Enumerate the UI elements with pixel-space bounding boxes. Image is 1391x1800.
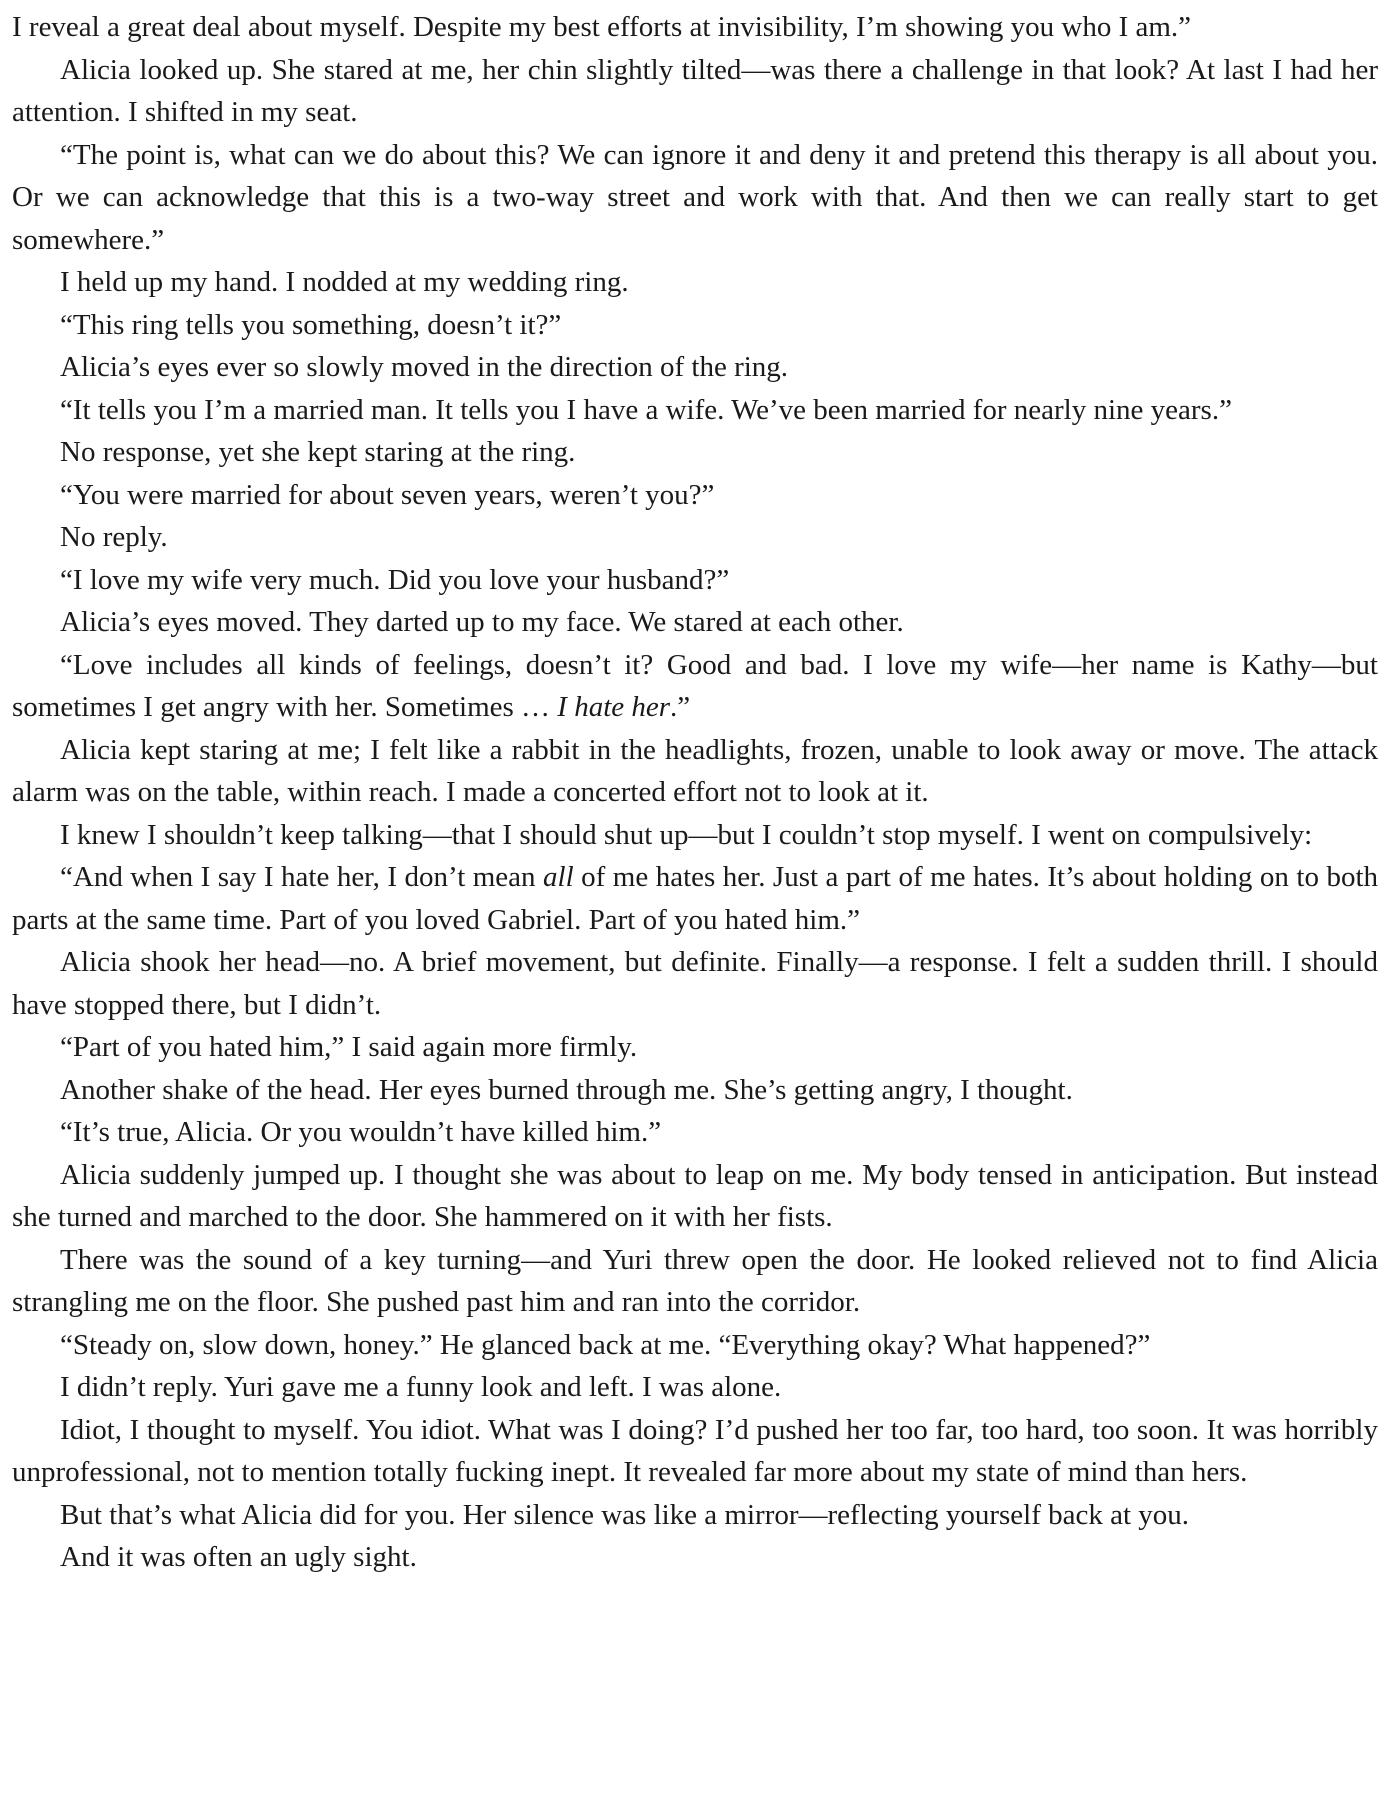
paragraph-text: No reply. [60,521,168,553]
paragraph [12,1111,1378,1154]
paragraph [12,134,1378,262]
paragraph-text: Alicia’s eyes ever so slowly moved in the direction of the ring. [60,351,789,383]
paragraph-text: Idiot, I thought to myself. You idiot. What was I doing? I’d pushed her too far, too hard, too soon. It was horribly unprofessional, not to mention totally fucking inept. It revealed far more about my state of mind than hers. [12,1413,1378,1488]
paragraph [12,389,1378,432]
paragraph [12,856,1378,941]
paragraph-text: “Steady on, slow down, honey.” He glanced back at me. “Everything okay? What happened?” [60,1328,1151,1361]
paragraph-text: “And when I say I hate her, I don’t mean [60,861,544,893]
paragraph [12,1239,1378,1324]
paragraph [12,1069,1378,1112]
paragraph [12,1026,1378,1069]
paragraph-text: “It tells you I’m a married man. It tells you I have a wife. We’ve been married for nearly nine years.” [60,393,1232,426]
paragraph-text: I knew I shouldn’t keep talking—that I should shut up—but I couldn’t stop myself. I went on compulsively: [60,818,1313,851]
paragraph-text: “I love my wife very much. Did you love your husband?” [60,563,730,596]
book-page-text [12,6,1378,1579]
paragraph [12,941,1378,1026]
paragraph [12,474,1378,517]
paragraph [12,601,1378,644]
paragraph [12,1324,1378,1367]
paragraph-text: I held up my hand. I nodded at my wedding ring. [60,266,629,298]
paragraph-text: “This ring tells you something, doesn’t it?” [60,308,562,341]
paragraph [12,1536,1378,1579]
paragraph [12,729,1378,814]
paragraph [12,814,1378,857]
paragraph-text: Another shake of the head. Her eyes burned through me. She’s getting angry, I thought. [60,1073,1073,1106]
paragraph-text: Alicia shook her head—no. A brief movement, but definite. Finally—a response. I felt a sudden thrill. I should have stopped there, but I didn’t. [12,946,1378,1021]
paragraph-text: There was the sound of a key turning—and Yuri threw open the door. He looked relieved not to find Alicia strangling me on the floor. She pushed past him and ran into the corridor. [12,1243,1378,1318]
paragraph [12,559,1378,602]
paragraph-text: And it was often an ugly sight. [60,1541,417,1573]
paragraph-text: “The point is, what can we do about this? We can ignore it and deny it and pretend this therapy is all about you. Or we can acknowledge that this is a two-way street and work with that. And then we can really start to get somewhere.” [12,138,1378,256]
paragraph-text: I didn’t reply. Yuri gave me a funny look and left. I was alone. [60,1371,782,1403]
paragraph [12,304,1378,347]
paragraph-text: of me hates her. Just a part of me hates. It’s about holding on to both parts at the same time. Part of you loved Gabriel. Part of you hated him.” [12,861,1378,936]
paragraph-text: No response, yet she kept staring at the ring. [60,436,576,468]
paragraph-text: .” [670,691,691,723]
paragraph-text: Alicia kept staring at me; I felt like a rabbit in the headlights, frozen, unable to look away or move. The attack alarm was on the table, within reach. I made a concerted effort not to look at it. [12,733,1378,808]
paragraph-text: “Part of you hated him,” I said again more firmly. [60,1031,638,1063]
paragraph [12,261,1378,304]
paragraph-text: “Love includes all kinds of feelings, doesn’t it? Good and bad. I love my wife—her name is Kathy—but sometimes I get angry with her. Sometimes … [12,648,1378,723]
paragraph-text: Alicia looked up. She stared at me, her chin slightly tilted—was there a challenge in that look? At last I had her attention. I shifted in my seat. [12,53,1378,128]
paragraph [12,431,1378,474]
paragraph [12,49,1378,134]
paragraph [12,6,1378,49]
paragraph-text: Alicia suddenly jumped up. I thought she was about to leap on me. My body tensed in anticipation. But instead she turned and marched to the door. She hammered on it with her fists. [12,1158,1378,1233]
paragraph [12,644,1378,729]
paragraph-text: I reveal a great deal about myself. Despite my best efforts at invisibility, I’m showing you who I am.” [12,11,1192,43]
paragraph-text: “You were married for about seven years, weren’t you?” [60,478,715,511]
paragraph [12,1154,1378,1239]
emphasized-text: all [543,861,574,893]
paragraph [12,1366,1378,1409]
paragraph [12,1409,1378,1494]
paragraph [12,1494,1378,1537]
paragraph [12,516,1378,559]
paragraph-text: “It’s true, Alicia. Or you wouldn’t have killed him.” [60,1116,662,1148]
paragraph-text: Alicia’s eyes moved. They darted up to my face. We stared at each other. [60,606,904,638]
paragraph-text: But that’s what Alicia did for you. Her silence was like a mirror—reflecting yourself back at you. [60,1498,1190,1531]
emphasized-text: I hate her [557,691,671,723]
paragraph [12,346,1378,389]
